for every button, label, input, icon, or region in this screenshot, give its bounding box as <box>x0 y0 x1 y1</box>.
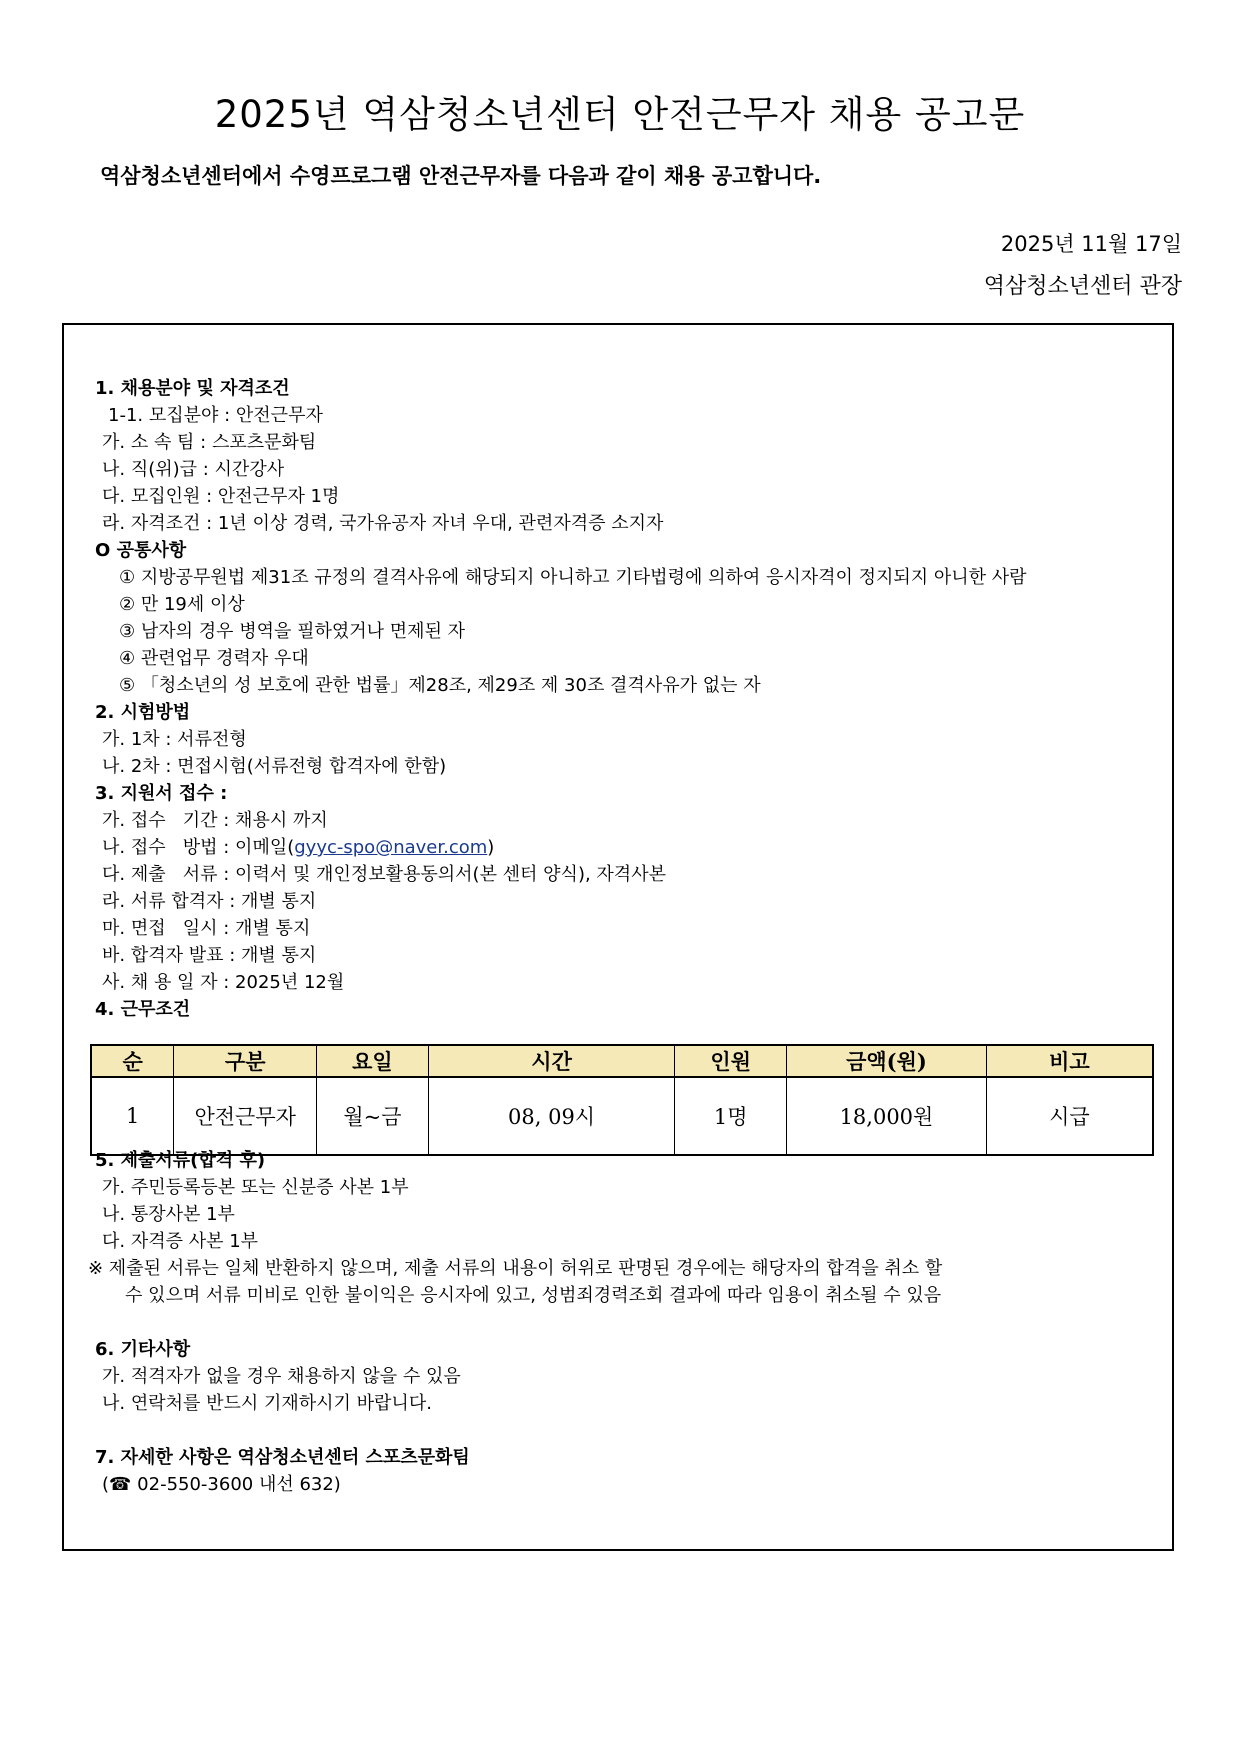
table-header: 요일 <box>317 1045 429 1077</box>
table-cell: 1 <box>91 1077 174 1155</box>
notice-content-top <box>95 375 1185 1023</box>
section-4-heading: 4. 근무조건 <box>95 999 191 1020</box>
email-suffix: ) <box>487 837 495 858</box>
section-3-item: 바. 합격자 발표 : 개별 통지 <box>102 945 317 966</box>
section-3-item: 라. 서류 합격자 : 개별 통지 <box>102 891 317 912</box>
section-1-item: 다. 모집인원 : 안전근무자 1명 <box>102 486 340 507</box>
email-prefix: 나. 접수 방법 : 이메일( <box>102 837 295 858</box>
section-5-note-cont: 수 있으며 서류 미비로 인한 불이익은 응시자에 있고, 성범죄경력조회 결과에 따라 임용이 취소될 수 있음 <box>125 1285 942 1306</box>
section-3-heading: 3. 지원서 접수 : <box>95 783 228 804</box>
section-6-item: 가. 적격자가 없을 경우 채용하지 않을 수 있음 <box>102 1366 461 1387</box>
section-3-item: 가. 접수 기간 : 채용시 까지 <box>102 810 328 831</box>
common-item: ① 지방공무원법 제31조 규정의 결격사유에 해당되지 아니하고 기타법령에 의하여 응시자격이 정지되지 아니한 사람 <box>119 567 1027 588</box>
section-5-heading: 5. 제출서류(합격 후) <box>95 1150 266 1171</box>
section-1-item: 나. 직(위)급 : 시간강사 <box>102 459 285 480</box>
section-1-item: 라. 자격조건 : 1년 이상 경력, 국가유공자 자녀 우대, 관련자격증 소지자 <box>102 513 664 534</box>
section-5-item: 다. 자격증 사본 1부 <box>102 1231 259 1252</box>
page-title: 2025년 역삼청소년센터 안전근무자 채용 공고문 <box>214 93 1026 136</box>
notice-content-bottom <box>88 1147 1185 1498</box>
section-3-item: 마. 면접 일시 : 개별 통지 <box>102 918 311 939</box>
intro-text: 역삼청소년센터에서 수영프로그램 안전근무자를 다음과 같이 채용 공고합니다. <box>100 164 822 188</box>
notice-date: 2025년 11월 17일 <box>1000 232 1182 256</box>
table-header: 금액(원) <box>787 1045 987 1077</box>
common-item: ④ 관련업무 경력자 우대 <box>119 648 309 669</box>
section-5-item: 가. 주민등록등본 또는 신분증 사본 1부 <box>102 1177 409 1198</box>
table-cell: 월~금 <box>317 1077 429 1155</box>
section-7-heading: 7. 자세한 사항은 역삼청소년센터 스포츠문화팀 <box>95 1447 470 1468</box>
section-1-heading: 1. 채용분야 및 자격조건 <box>95 378 290 399</box>
section-3-item: 사. 채 용 일 자 : 2025년 12월 <box>102 972 345 993</box>
table-cell: 1명 <box>675 1077 787 1155</box>
section-5-note: ※ 제출된 서류는 일체 반환하지 않으며, 제출 서류의 내용이 허위로 판명된 경우에는 해당자의 합격을 취소 할 <box>88 1258 943 1279</box>
common-heading: O 공통사항 <box>95 540 187 561</box>
section-3-item <box>95 834 1185 861</box>
table-header: 인원 <box>675 1045 787 1077</box>
table-cell: 시급 <box>986 1077 1153 1155</box>
section-6-item: 나. 연락처를 반드시 기재하시기 바랍니다. <box>102 1393 432 1414</box>
table-cell: 18,000원 <box>787 1077 987 1155</box>
table-header: 구분 <box>174 1045 317 1077</box>
common-item: ③ 남자의 경우 병역을 필하였거나 면제된 자 <box>119 621 466 642</box>
contact-phone: (☎ 02-550-3600 내선 632) <box>102 1474 341 1495</box>
table-header: 시간 <box>428 1045 674 1077</box>
work-conditions-table <box>90 1044 1154 1156</box>
section-5-item: 나. 통장사본 1부 <box>102 1204 235 1225</box>
section-2-item: 가. 1차 : 서류전형 <box>102 729 247 750</box>
email-link[interactable]: gyyc-spo@naver.com <box>294 837 488 858</box>
table-row <box>91 1077 1153 1155</box>
table-cell: 08, 09시 <box>428 1077 674 1155</box>
table-header-row <box>91 1045 1153 1077</box>
table-header: 비고 <box>986 1045 1153 1077</box>
table-header: 순 <box>91 1045 174 1077</box>
section-1-sub: 1-1. 모집분야 : 안전근무자 <box>108 405 323 426</box>
section-3-item: 다. 제출 서류 : 이력서 및 개인정보활용동의서(본 센터 양식), 자격사본 <box>102 864 666 885</box>
signer: 역삼청소년센터 관장 <box>983 274 1182 299</box>
section-2-item: 나. 2차 : 면접시험(서류전형 합격자에 한함) <box>102 756 447 777</box>
section-2-heading: 2. 시험방법 <box>95 702 191 723</box>
section-1-item: 가. 소 속 팀 : 스포츠문화팀 <box>102 432 317 453</box>
common-item: ② 만 19세 이상 <box>119 594 245 615</box>
section-6-heading: 6. 기타사항 <box>95 1339 191 1360</box>
common-item: ⑤ 「청소년의 성 보호에 관한 법률」제28조, 제29조 제 30조 결격사유가 없는 자 <box>119 675 761 696</box>
table-cell: 안전근무자 <box>174 1077 317 1155</box>
